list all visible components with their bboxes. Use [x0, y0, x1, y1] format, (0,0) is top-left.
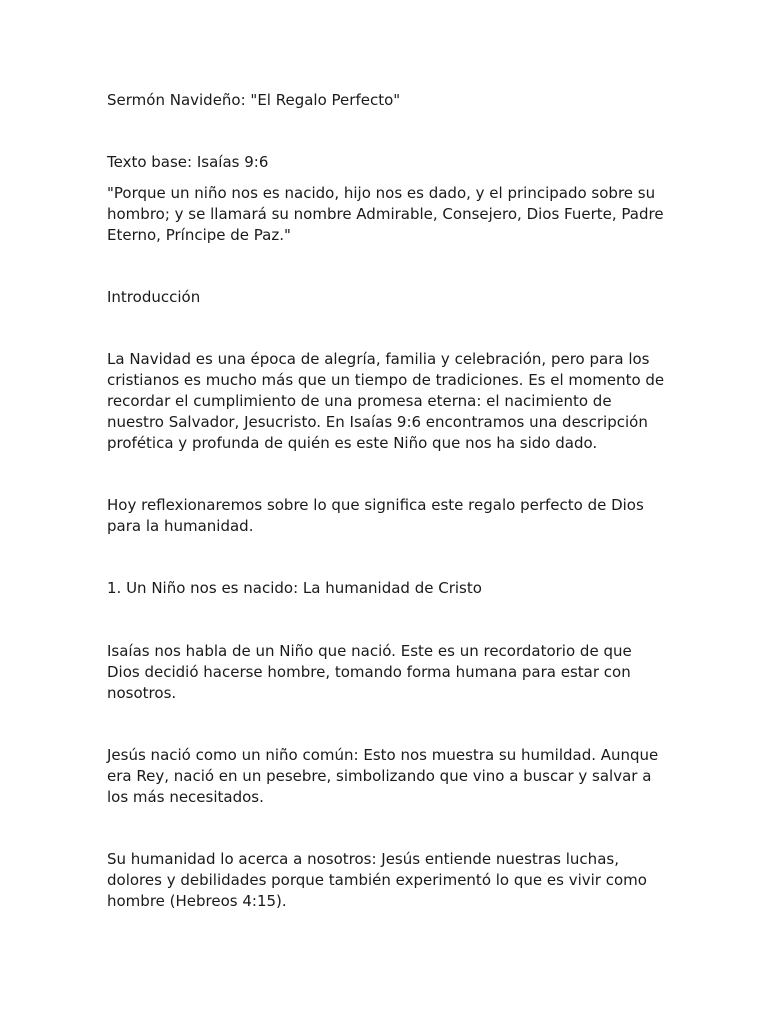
intro-heading: Introducción [107, 288, 201, 306]
intro-paragraph: La Navidad es una época de alegría, familia y celebración, pero para los cristianos es mucho más que un tiempo de tradiciones. Es el momento de recordar el cumplimiento de una promesa eterna: el nacimiento de nuestro Salvador, Jesucristo. En Isaías 9:6 encontramos una descripción profética y profunda de quién es este Niño que nos ha sido dado. [107, 350, 665, 452]
document-title: Sermón Navideño: "El Regalo Perfecto" [107, 91, 401, 109]
section1-point-humanity: Su humanidad lo acerca a nosotros: Jesús entiende nuestras luchas, dolores y debilidades porque también experimentó lo que es vivir como hombre (Hebreos 4:15). [107, 850, 647, 910]
section1-heading: 1. Un Niño nos es nacido: La humanidad de Cristo [107, 579, 482, 597]
base-text-label: Texto base: Isaías 9:6 [107, 153, 269, 171]
section1-paragraph: Isaías nos habla de un Niño que nació. Este es un recordatorio de que Dios decidió hacerse hombre, tomando forma humana para estar con nosotros. [107, 642, 632, 702]
scripture-quote: "Porque un niño nos es nacido, hijo nos es dado, y el principado sobre su hombro; y se llamará su nombre Admirable, Consejero, Dios Fuerte, Padre Eterno, Príncipe de Paz." [107, 184, 664, 244]
reflection-paragraph: Hoy reflexionaremos sobre lo que significa este regalo perfecto de Dios para la humanidad. [107, 496, 644, 535]
section1-point-humility: Jesús nació como un niño común: Esto nos muestra su humildad. Aunque era Rey, nació en un pesebre, simbolizando que vino a buscar y salvar a los más necesitados. [107, 746, 659, 806]
